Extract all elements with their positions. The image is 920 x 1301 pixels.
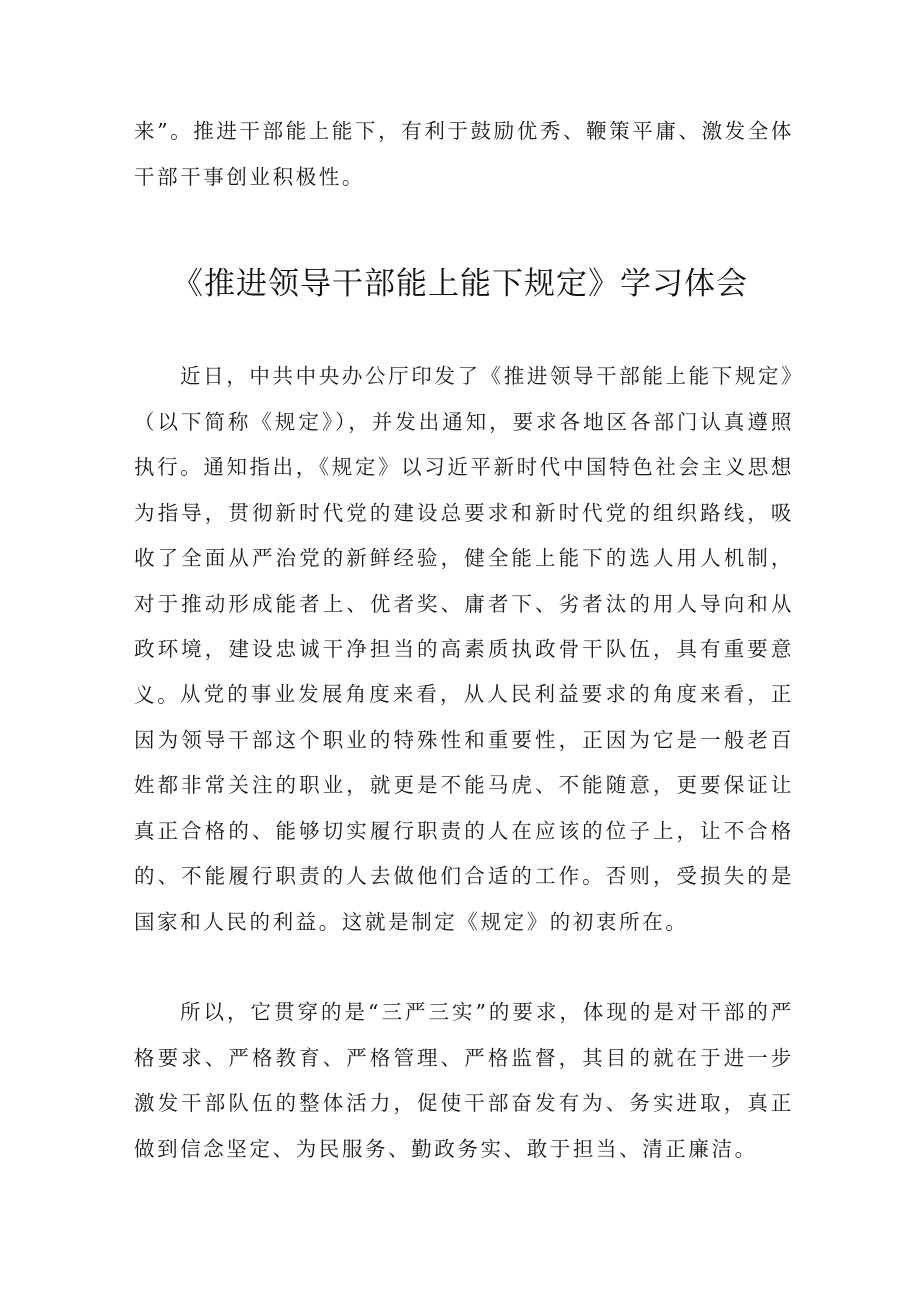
document-title: 《推进领导干部能上能下规定》学习体会 [172, 266, 748, 302]
body-paragraph-2: 从党的事业发展角度来看，从人民利益要求的角度来看，正因为领导干部这个职业的特殊性和重要性，正因为它是一般老百姓都非常关注的职业，就更是不能马虎、不能随意，更要保证让真正合格的、能够切实履行职责的人在应该的位子上，让不合格的、不能履行职责的人去做他们合适的工作。否则，受损失的是国家和人民的利益。这就是制定《规定》的初衷所在。 [134, 682, 794, 934]
continuation-paragraph: 来”。推进干部能上能下，有利于鼓励优秀、鞭策平庸、激发全体干部干事创业积极性。 [134, 119, 794, 189]
body-paragraph-3: 所以，它贯穿的是“三严三实”的要求，体现的是对干部的严格要求、严格教育、严格管理、严格监督，其目的就在于进一步激发干部队伍的整体活力，促使干部奋发有为、务实进取，真正做到信念坚定、为民服务、勤政务实、敢于担当、清正廉洁。 [134, 1000, 794, 1161]
body-paragraph-1: 近日，中共中央办公厅印发了《推进领导干部能上能下规定》（以下简称《规定》），并发出通知，要求各地区各部门认真遵照执行。通知指出，《规定》以习近平新时代中国特色社会主义思想为指导，贯彻新时代党的建设总要求和新时代党的组织路线，吸收了全面从严治党的新鲜经验，健全能上能下的选人用人机制，对于推动形成能者上、优者奖、庸者下、劣者汰的用人导向和从政环境，建设忠诚干净担当的高素质执政骨干队伍，具有重要意义。 [134, 364, 794, 707]
